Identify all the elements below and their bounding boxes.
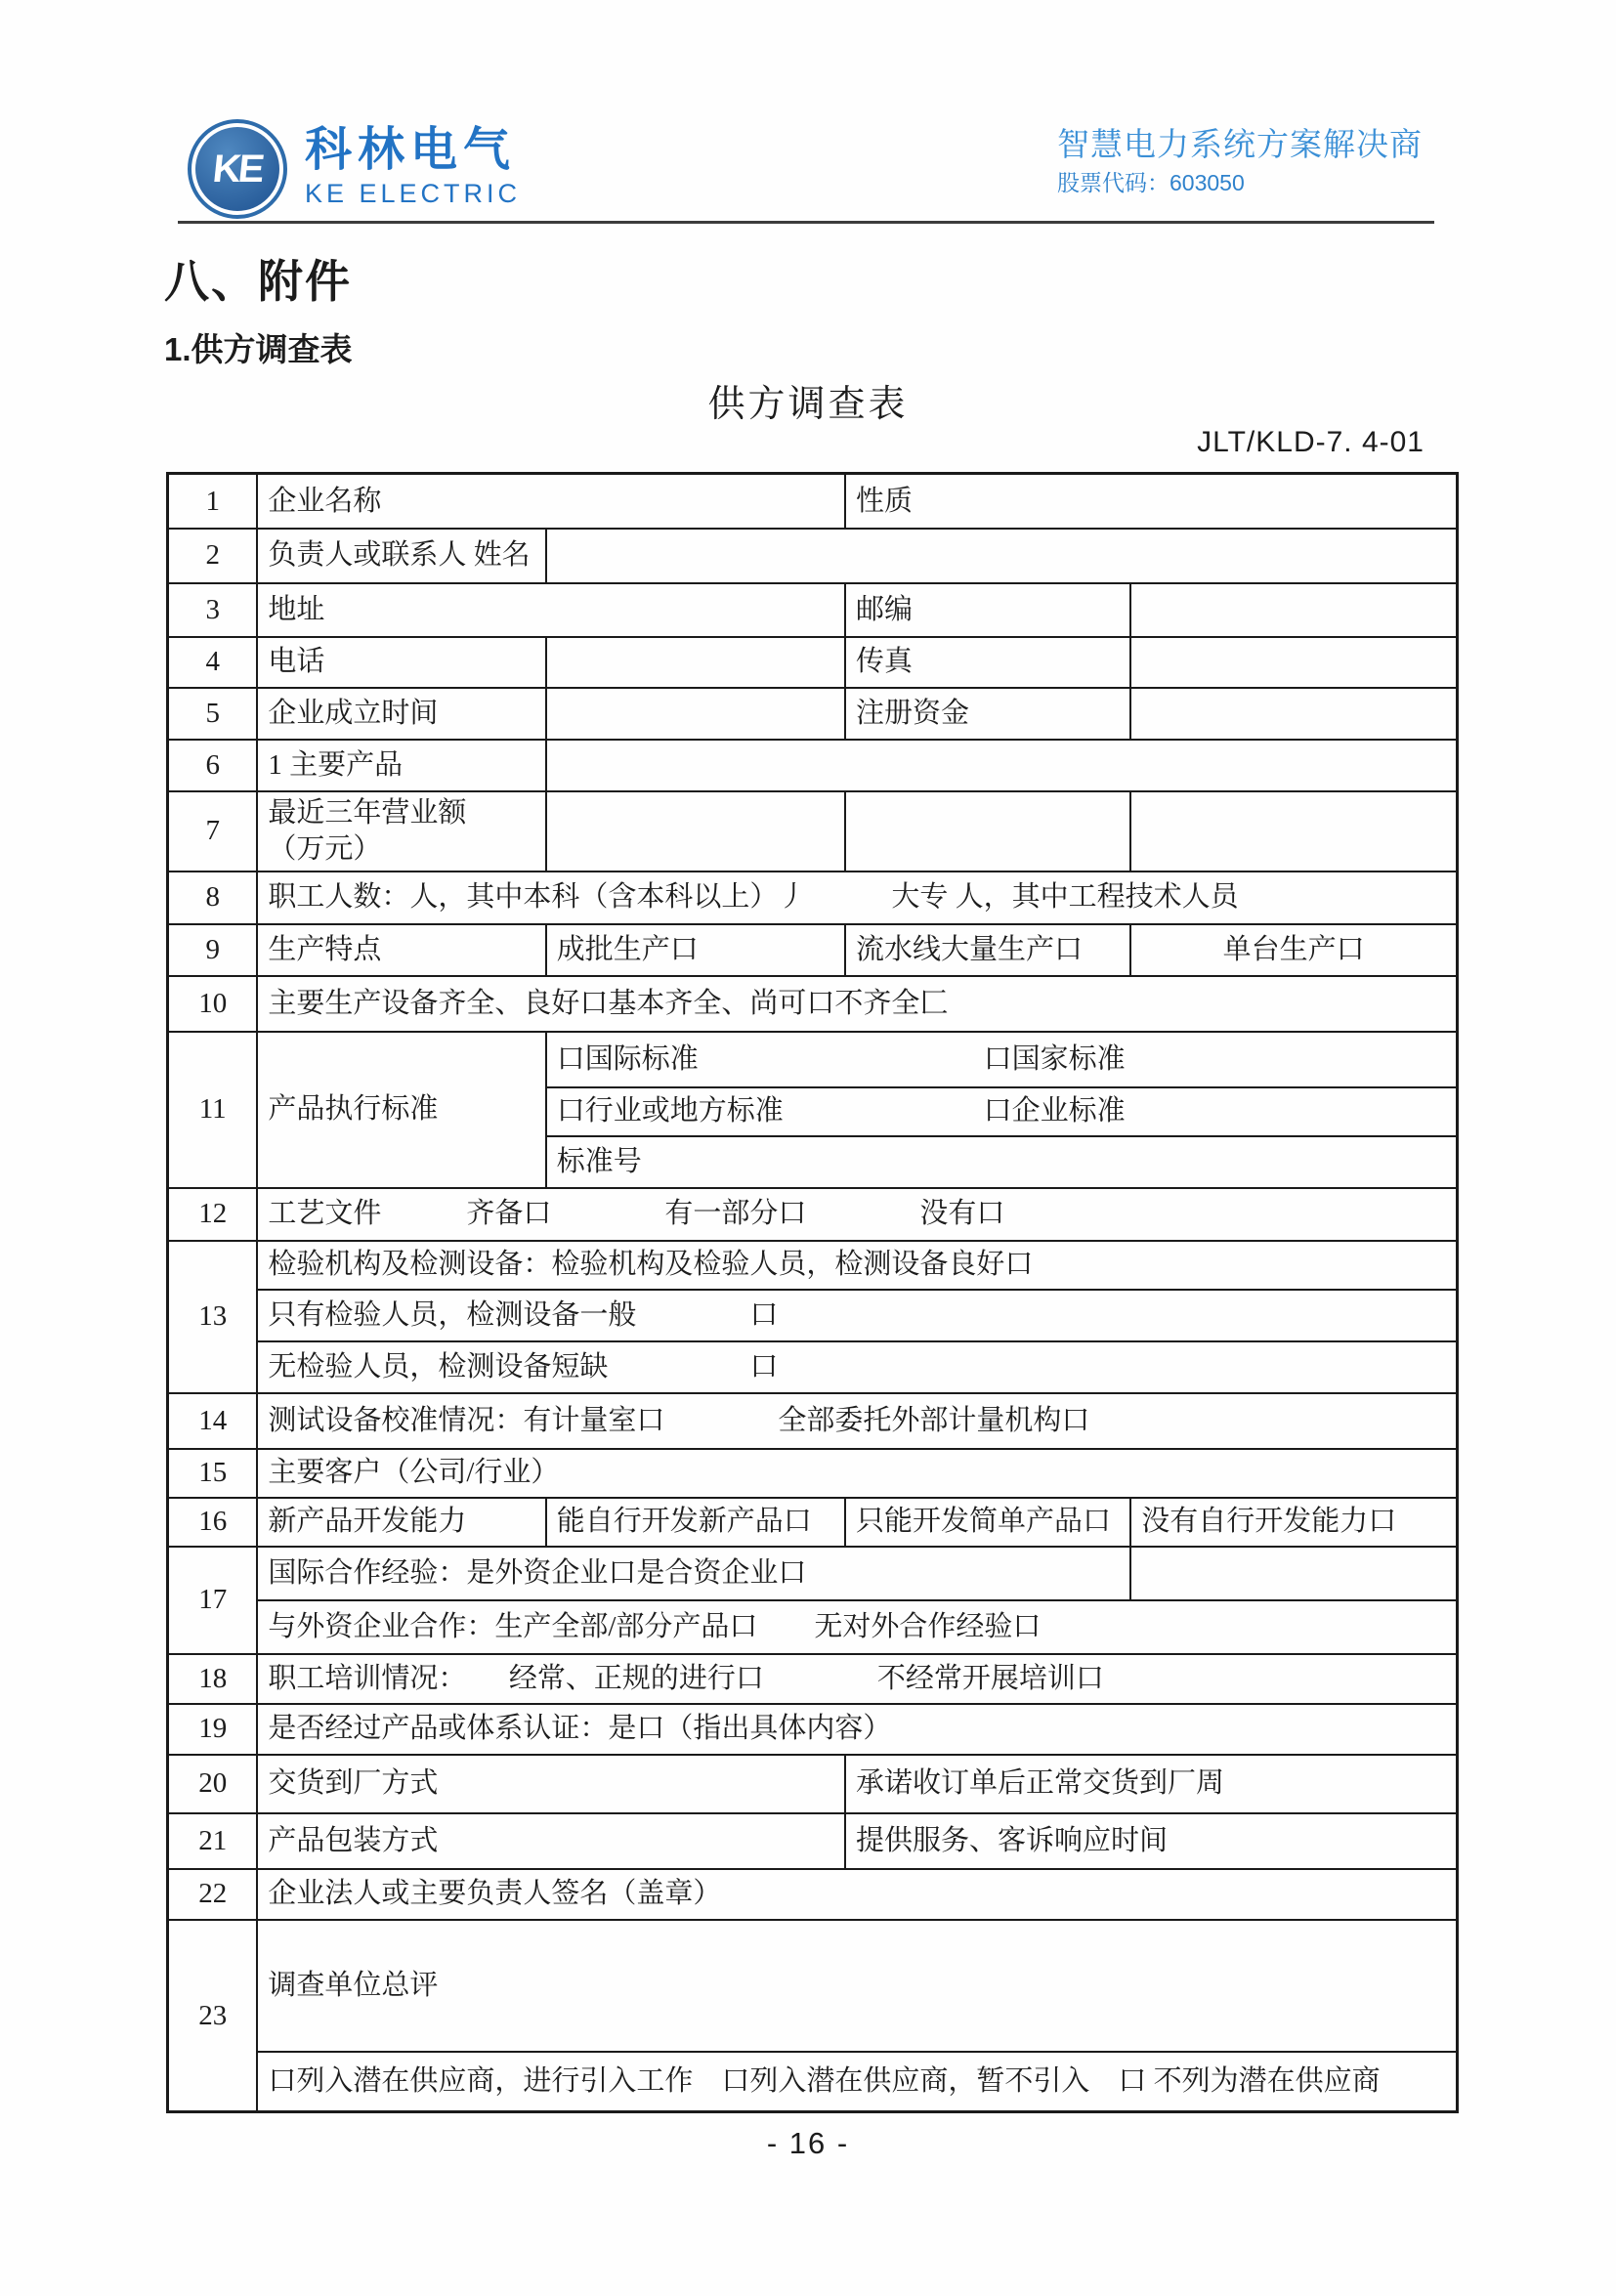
checkbox-option: 能自行开发新产品口: [546, 1498, 845, 1547]
empty-cell: [546, 688, 845, 740]
table-row: [168, 474, 1458, 529]
checkbox-option: 口国际标准: [556, 1042, 699, 1075]
empty-cell: [1130, 637, 1457, 688]
row-number: 6: [168, 740, 258, 791]
table-row: [168, 1188, 1458, 1241]
row-number: 21: [168, 1813, 258, 1869]
row-number: 18: [168, 1654, 258, 1704]
checkbox-option-row: [546, 1087, 1458, 1136]
field-label: 1 主要产品: [257, 740, 545, 791]
field-label: 传真: [845, 637, 1130, 688]
header-divider: [178, 221, 1434, 224]
empty-cell: [546, 740, 1458, 791]
table-row: [168, 1241, 1458, 1290]
table-row: [168, 924, 1458, 976]
company-logo-icon: [188, 119, 287, 219]
field-label: 交货到厂方式: [257, 1755, 845, 1813]
field-label: 地址: [257, 583, 845, 637]
subsection-title: 1.供方调查表: [164, 331, 353, 367]
field-label: 承诺收订单后正常交货到厂周: [845, 1755, 1458, 1813]
row-number: 15: [168, 1449, 258, 1498]
table-row: [168, 583, 1458, 637]
table-row: [168, 529, 1458, 583]
field-label: 提供服务、客诉响应时间: [845, 1813, 1458, 1869]
supplier-survey-table: [166, 472, 1459, 2113]
document-number: JLT/KLD-7. 4-01: [1197, 426, 1425, 458]
field-text: 职工培训情况： 经常、正规的进行口 不经常开展培训口: [257, 1654, 1457, 1704]
row-number: 5: [168, 688, 258, 740]
table-row: [168, 1920, 1458, 2052]
table-row: [168, 1498, 1458, 1547]
table-row: [168, 872, 1458, 924]
row-number: 10: [168, 976, 258, 1032]
field-text: 国际合作经验：是外资企业口是合资企业口: [257, 1547, 1130, 1600]
row-number: 1: [168, 474, 258, 529]
field-label: 调查单位总评: [257, 1920, 1457, 2052]
checkbox-option: 成批生产口: [546, 924, 845, 976]
logo-text-block: [305, 125, 521, 211]
empty-cell: [1130, 583, 1457, 637]
table-row: [168, 1813, 1458, 1869]
field-text: 职工人数：人，其中本科（含本科以上）丿 大专 人，其中工程技术人员: [257, 872, 1457, 924]
row-number: 23: [168, 1920, 258, 2112]
field-label-line1: 最近三年营业额: [268, 797, 467, 829]
empty-cell: [1130, 1547, 1457, 1600]
checkbox-option-row: 口列入潜在供应商，进行引入工作 口列入潜在供应商，暂不引入 口 不列为潜在供应商: [257, 2052, 1457, 2112]
row-number: 22: [168, 1869, 258, 1920]
field-text: 主要生产设备齐全、良好口基本齐全、尚可口不齐全匚: [257, 976, 1457, 1032]
table-row: [168, 1869, 1458, 1920]
table-row: [168, 2052, 1458, 2112]
company-name-zh: 科林电气: [305, 124, 517, 176]
checkbox-option: 流水线大量生产口: [845, 924, 1130, 976]
checkbox-option: 口国家标准: [983, 1042, 1126, 1075]
table-row: [168, 1290, 1458, 1341]
field-label-line2: （万元）: [268, 832, 382, 865]
field-text: 检验机构及检测设备：检验机构及检验人员，检测设备良好口: [257, 1241, 1457, 1290]
checkbox-option: 口行业或地方标准: [556, 1095, 784, 1127]
header-slogan-block: [1057, 123, 1423, 199]
row-number: 3: [168, 583, 258, 637]
table-row: [168, 1654, 1458, 1704]
empty-cell: [546, 529, 1458, 583]
row-number: 14: [168, 1393, 258, 1449]
row-number: 7: [168, 791, 258, 872]
checkbox-option: 口企业标准: [983, 1095, 1126, 1127]
table-row: [168, 1704, 1458, 1755]
row-number: 11: [168, 1032, 258, 1188]
field-label: 产品执行标准: [257, 1032, 545, 1188]
checkbox-option-row: [546, 1032, 1458, 1087]
checkbox-option: 没有自行开发能力口: [1130, 1498, 1457, 1547]
table-row: [168, 976, 1458, 1032]
row-number: 17: [168, 1547, 258, 1654]
empty-cell: [845, 791, 1130, 872]
row-number: 4: [168, 637, 258, 688]
checkbox-option: 无检验人员，检测设备短缺 口: [257, 1341, 1457, 1393]
field-label: 性质: [845, 474, 1458, 529]
field-text: 主要客户（公司/行业）: [257, 1449, 1457, 1498]
field-text: 工艺文件 齐备口 有一部分口 没有口: [257, 1188, 1457, 1241]
table-row: [168, 791, 1458, 872]
field-text: 是否经过产品或体系认证：是口（指出具体内容）: [257, 1704, 1457, 1755]
checkbox-option: 单台生产口: [1130, 924, 1457, 976]
field-label: 产品包装方式: [257, 1813, 845, 1869]
checkbox-option: 只能开发简单产品口: [845, 1498, 1130, 1547]
row-number: 19: [168, 1704, 258, 1755]
row-number: 13: [168, 1241, 258, 1393]
row-number: 9: [168, 924, 258, 976]
table-row: [168, 1449, 1458, 1498]
company-name-en: KE ELECTRIC: [305, 179, 522, 208]
company-slogan: 智慧电力系统方案解决商: [1057, 126, 1423, 162]
field-label: 企业成立时间: [257, 688, 545, 740]
field-label: [257, 791, 545, 872]
field-label: 邮编: [845, 583, 1130, 637]
field-text: 测试设备校准情况：有计量室口 全部委托外部计量机构口: [257, 1393, 1457, 1449]
table-row: [168, 688, 1458, 740]
table-row: [168, 637, 1458, 688]
row-number: 20: [168, 1755, 258, 1813]
field-label: 新产品开发能力: [257, 1498, 545, 1547]
table-row: [168, 1547, 1458, 1600]
field-label: 电话: [257, 637, 545, 688]
row-number: 2: [168, 529, 258, 583]
field-text: 与外资企业合作：生产全部/部分产品口 无对外合作经验口: [257, 1600, 1457, 1654]
field-label: 企业名称: [257, 474, 845, 529]
table-row: [168, 1755, 1458, 1813]
field-text: 企业法人或主要负责人签名（盖章）: [257, 1869, 1457, 1920]
row-number: 12: [168, 1188, 258, 1241]
empty-cell: [546, 637, 845, 688]
field-label: 负责人或联系人 姓名: [257, 529, 545, 583]
checkbox-option: 只有检验人员，检测设备一般 口: [257, 1290, 1457, 1341]
empty-cell: [1130, 688, 1457, 740]
row-number: 8: [168, 872, 258, 924]
table-row: [168, 740, 1458, 791]
empty-cell: [546, 791, 845, 872]
page-number: - 16 -: [766, 2126, 850, 2160]
logo-badge-text: KE: [210, 147, 265, 191]
stock-code: 股票代码：603050: [1057, 170, 1245, 195]
logo-disc: [195, 127, 279, 211]
row-number: 16: [168, 1498, 258, 1547]
field-label: 生产特点: [257, 924, 545, 976]
table-row: [168, 1600, 1458, 1654]
empty-cell: [1130, 791, 1457, 872]
table-row: [168, 1341, 1458, 1393]
form-title: 供方调查表: [707, 384, 909, 425]
table-row: [168, 1393, 1458, 1449]
field-label: 注册资金: [845, 688, 1130, 740]
field-label: 标准号: [546, 1136, 1458, 1188]
section-title: 八、附件: [164, 256, 352, 307]
table-row: [168, 1032, 1458, 1087]
